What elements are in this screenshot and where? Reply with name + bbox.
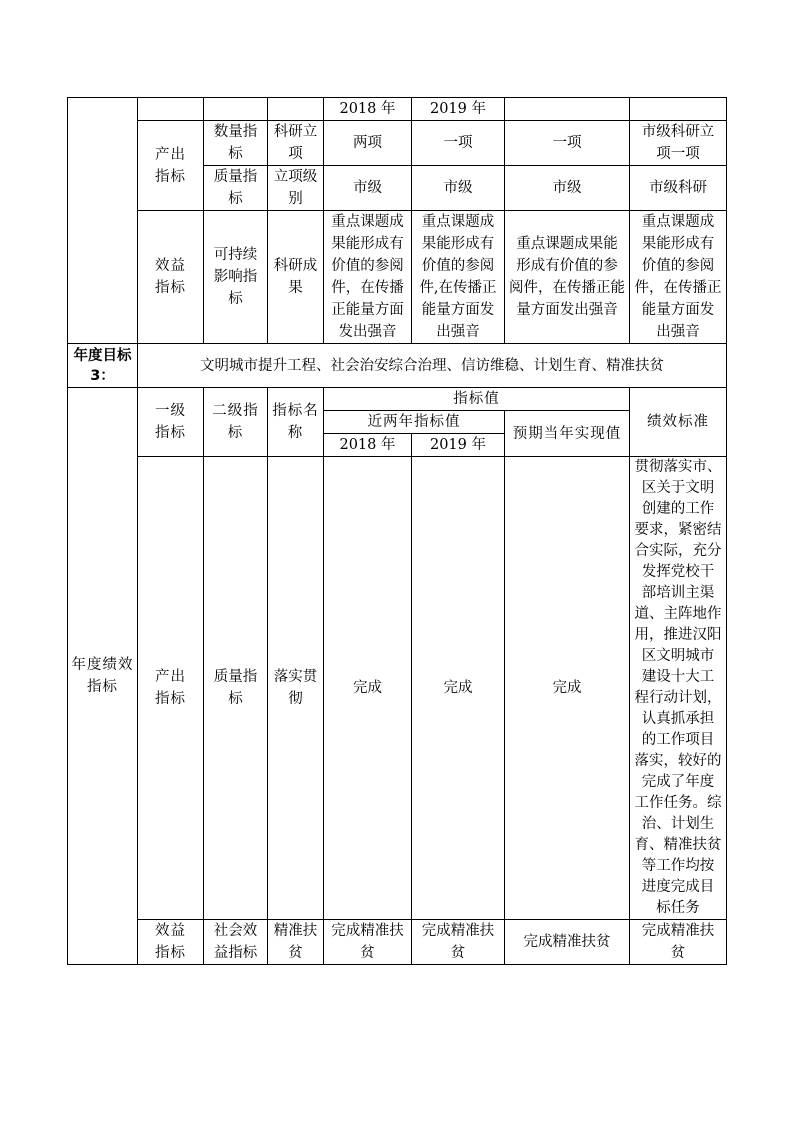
quantity-indicator-label: 数量指 标 (204, 121, 268, 166)
implementation-2019-value: 完成 (412, 457, 505, 920)
empty-cell (630, 98, 727, 121)
year-2018-header: 2018 年 (324, 98, 412, 121)
output-indicator-label: 产出 指标 (138, 121, 204, 211)
year-2019-header: 2019 年 (412, 98, 505, 121)
empty-cell (204, 98, 268, 121)
benefit-indicator-label-2: 效益 指标 (138, 920, 204, 965)
research-2019-value: 一项 (412, 121, 505, 166)
quality-indicator-label-2: 质量指 标 (204, 457, 268, 920)
implementation-label: 落实贯 彻 (268, 457, 324, 920)
poverty-2018-value: 完成精准扶 贫 (324, 920, 412, 965)
implementation-standard: 贯彻落实市、 区关于文明 创建的工作 要求，紧密结 合实际，充分 发挥党校干 部培训主渠 道、主阵地作 用，推进汉阳 区文明城市 建设十大工 程行动计划， 认真抓承担 的工作项目 落实，较好的 完成了年度 工作任务。综 治、计划生 育、精准扶贫 等工作均按 进度完成目 标任务 (630, 457, 727, 920)
research-2018-value: 两项 (324, 121, 412, 166)
indicator-name-header: 指标名 称 (268, 388, 324, 457)
research-standard: 市级科研立 项一项 (630, 121, 727, 166)
poverty-standard: 完成精准扶 贫 (630, 920, 727, 965)
benefit-indicator-label: 效益 指标 (138, 211, 204, 344)
sustainable-impact-label: 可持续 影响指 标 (204, 211, 268, 344)
annual-goal-3-text: 文明城市提升工程、社会治安综合治理、信访维稳、计划生育、精准扶贫 (138, 344, 727, 388)
poverty-expected-value: 完成精准扶贫 (505, 920, 630, 965)
implementation-expected-value: 完成 (505, 457, 630, 920)
research-result-label: 科研成 果 (268, 211, 324, 344)
performance-standard-header: 绩效标准 (630, 388, 727, 457)
perf-2018-header: 2018 年 (324, 434, 412, 457)
poverty-alleviation-label: 精准扶 贫 (268, 920, 324, 965)
project-level-label: 立项级 别 (268, 166, 324, 211)
level-expected-value: 市级 (505, 166, 630, 211)
social-benefit-label: 社会效 益指标 (204, 920, 268, 965)
empty-cell (505, 98, 630, 121)
level-2018-value: 市级 (324, 166, 412, 211)
quality-indicator-label: 质量指 标 (204, 166, 268, 211)
empty-cell (268, 98, 324, 121)
performance-table (67, 97, 727, 965)
benefit-2019-value: 重点课题成 果能形成有 价值的参阅 件,在传播正 能量方面发 出强音 (412, 211, 505, 344)
benefit-expected-value: 重点课题成果能 形成有价值的参 阅件，在传播正能 量方面发出强音 (505, 211, 630, 344)
annual-goal-3-label: 年度目标 3： (68, 344, 138, 388)
empty-cell (138, 98, 204, 121)
poverty-2019-value: 完成精准扶 贫 (412, 920, 505, 965)
output-indicator-label-2: 产出 指标 (138, 457, 204, 920)
research-item-label: 科研立 项 (268, 121, 324, 166)
benefit-2018-value: 重点课题成 果能形成有 价值的参阅 件，在传播 正能量方面 发出强音 (324, 211, 412, 344)
research-expected-value: 一项 (505, 121, 630, 166)
perf-2019-header: 2019 年 (412, 434, 505, 457)
level2-indicator-header: 二级指 标 (204, 388, 268, 457)
recent-two-years-header: 近两年指标值 (324, 411, 505, 434)
level-standard: 市级科研 (630, 166, 727, 211)
section-label-cell-continued (68, 98, 138, 344)
implementation-2018-value: 完成 (324, 457, 412, 920)
annual-performance-label: 年度绩效 指标 (68, 388, 138, 965)
benefit-standard: 重点课题成 果能形成有 价值的参阅 件，在传播正 能量方面发 出强音 (630, 211, 727, 344)
level-2019-value: 市级 (412, 166, 505, 211)
indicator-value-header: 指标值 (324, 388, 630, 411)
level1-indicator-header: 一级 指标 (138, 388, 204, 457)
expected-value-header: 预期当年实现值 (505, 411, 630, 457)
